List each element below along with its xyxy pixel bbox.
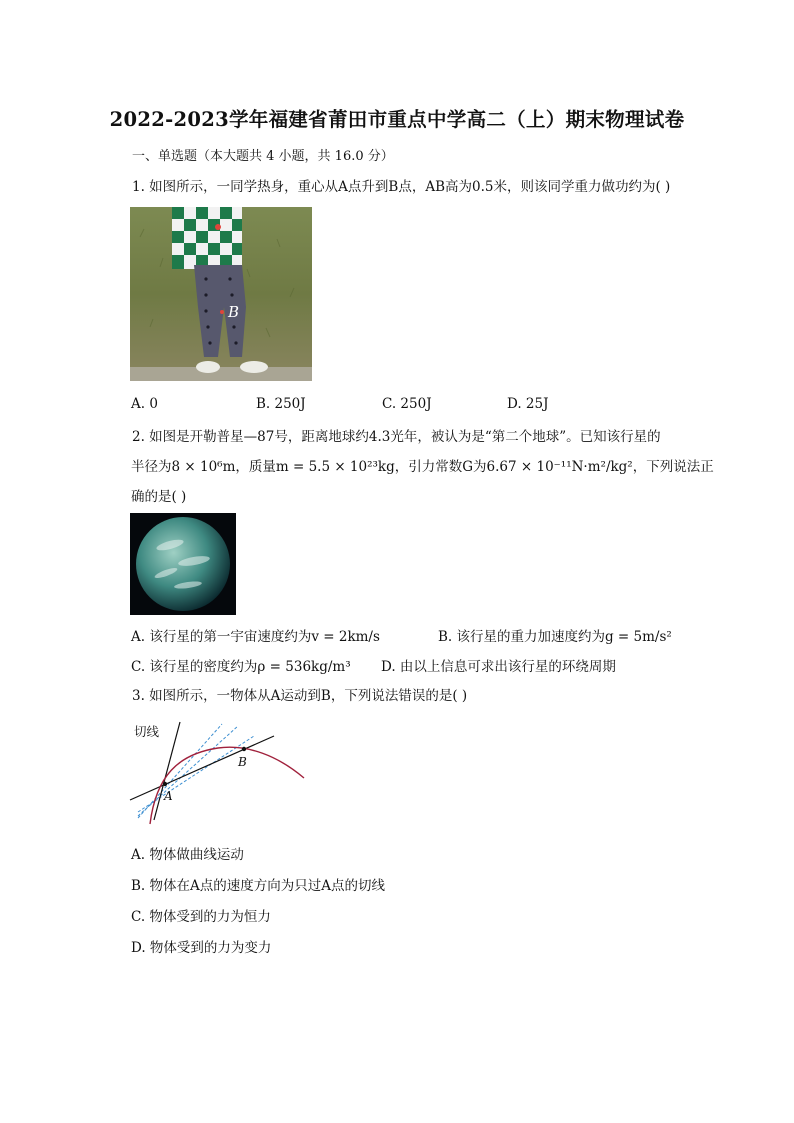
question-2-line-3: 确的是( ) <box>131 489 187 505</box>
question-2-line-2: 半径为8 × 10⁶m，质量m = 5.5 × 10²³kg，引力常数G为6.67 × 10⁻¹¹N·m²/kg²，下列说法正 <box>131 459 714 475</box>
q1-option-d: D. 25J <box>507 396 549 412</box>
q3-option-a: A. 物体做曲线运动 <box>131 847 244 863</box>
point-a <box>163 782 167 786</box>
question-1-photo <box>130 207 312 381</box>
q2-option-a: A. 该行星的第一宇宙速度约为v = 2km/s <box>131 629 380 645</box>
question-1-text: 1. 如图所示，一同学热身，重心从A点升到B点，AB高为0.5米，则该同学重力做功约为( ) <box>132 179 671 195</box>
trajectory-curve <box>150 747 304 824</box>
q1-option-a: A. 0 <box>131 396 158 412</box>
point-b-label: B <box>238 755 247 769</box>
q3-option-b: B. 物体在A点的速度方向为只过A点的切线 <box>131 878 386 894</box>
q2-option-b: B. 该行星的重力加速度约为g = 5m/s² <box>438 629 672 645</box>
q2-option-c: C. 该行星的密度约为ρ = 536kg/m³ <box>131 659 351 675</box>
q1-option-b: B. 250J <box>256 396 306 412</box>
question-2-line-1: 2. 如图是开勒普星—87号，距离地球约4.3光年，被认为是“第二个地球”。已知该行星的 <box>132 429 661 445</box>
q3-option-c: C. 物体受到的力为恒力 <box>131 909 271 925</box>
point-a-label: A <box>164 789 173 803</box>
planet-image <box>130 513 236 615</box>
tangent-label: 切线 <box>134 724 160 739</box>
secant-line-ab <box>130 736 274 800</box>
question-3-text: 3. 如图所示，一物体从A运动到B，下列说法错误的是( ) <box>132 688 468 704</box>
point-b <box>242 747 246 751</box>
photo-label-b: B <box>228 303 240 321</box>
q2-option-d: D. 由以上信息可求出该行星的环绕周期 <box>381 659 616 675</box>
q1-option-c: C. 250J <box>382 396 432 412</box>
q3-option-d: D. 物体受到的力为变力 <box>131 940 272 956</box>
section-heading: 一、单选题（本大题共 4 小题，共 16.0 分） <box>132 149 394 164</box>
curve-diagram <box>128 716 308 828</box>
page-title: 2022-2023学年福建省莆田市重点中学高二（上）期末物理试卷 <box>109 108 685 131</box>
